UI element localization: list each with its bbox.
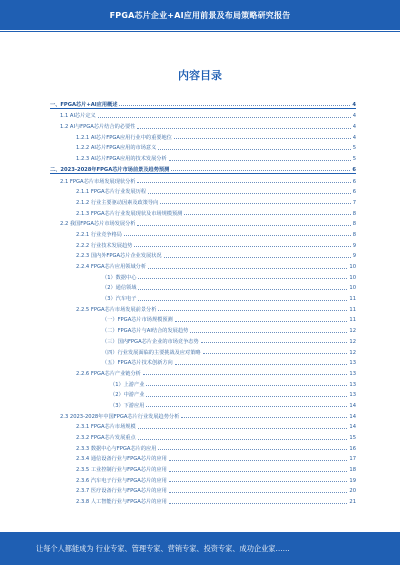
toc-entry-page: 16 bbox=[349, 445, 356, 452]
toc-leader-dots bbox=[138, 439, 348, 440]
header-divider bbox=[0, 31, 400, 32]
toc-entry-label: 1.2.3 AI芯片FPGA应用的技术发展分析 bbox=[76, 156, 167, 163]
toc-entry[interactable] bbox=[50, 323, 356, 334]
toc-entry-page: 10 bbox=[349, 264, 356, 270]
toc-entry-label: 2.2.6 FPGA芯片产业链分析 bbox=[76, 370, 141, 377]
toc-leader-dots bbox=[137, 128, 350, 129]
footer-slogan: 让每个人都能成为 行业专家、管理专家、营销专家、投资专家、成功企业家…… bbox=[36, 543, 290, 553]
toc-entry-label: 2.3.1 FPGA芯片市场规模 bbox=[76, 424, 136, 431]
toc-leader-dots bbox=[190, 332, 347, 333]
toc-entry-page: 21 bbox=[349, 499, 356, 506]
toc-leader-dots bbox=[146, 396, 347, 397]
toc-entry-label: 一、FPGA芯片+AI应用概述 bbox=[50, 101, 118, 108]
toc-leader-dots bbox=[169, 471, 348, 472]
toc-leader-dots bbox=[158, 449, 347, 450]
toc-entry-page: 4 bbox=[352, 101, 356, 108]
toc-entry[interactable] bbox=[50, 259, 356, 270]
toc-entry[interactable] bbox=[50, 217, 356, 228]
toc-entry[interactable] bbox=[50, 420, 356, 431]
toc-entry[interactable] bbox=[50, 281, 356, 292]
toc-entry-page: 14 bbox=[349, 424, 356, 431]
toc-entry-page: 13 bbox=[349, 392, 356, 399]
toc-leader-dots bbox=[171, 170, 350, 171]
toc-entry[interactable] bbox=[50, 366, 356, 377]
toc-leader-dots bbox=[134, 246, 350, 247]
toc-leader-dots bbox=[119, 105, 350, 106]
toc-entry[interactable] bbox=[50, 462, 356, 473]
page-header bbox=[0, 0, 400, 30]
toc-entry-label: （2）中游产业 bbox=[110, 392, 145, 399]
toc-entry[interactable] bbox=[50, 238, 356, 249]
toc-entry-label: （3）汽车电子 bbox=[102, 296, 137, 303]
toc-entry-page: 7 bbox=[352, 199, 356, 206]
toc-entry-page: 12 bbox=[349, 338, 356, 345]
toc-leader-dots bbox=[164, 257, 351, 258]
toc-entry[interactable] bbox=[50, 356, 356, 367]
toc-entry-label: 2.3.8 人工智能行业与FPGA芯片的应用 bbox=[76, 499, 167, 506]
toc-entry[interactable] bbox=[50, 97, 356, 109]
toc-leader-dots bbox=[148, 268, 347, 269]
toc-entry[interactable] bbox=[50, 484, 356, 495]
toc-leader-dots bbox=[138, 289, 347, 290]
toc-leader-dots bbox=[137, 182, 350, 183]
toc-leader-dots bbox=[138, 428, 348, 429]
toc-entry[interactable] bbox=[50, 345, 356, 356]
toc-entry[interactable] bbox=[50, 195, 356, 206]
toc-entry[interactable] bbox=[50, 162, 356, 174]
toc-entry-label: （四）行业发展面临的主要挑战及应对策略 bbox=[102, 349, 201, 356]
toc-entry[interactable] bbox=[50, 388, 356, 399]
toc-entry-label: 2.1.1 FPGA芯片行业发展历程 bbox=[76, 189, 147, 196]
toc-entry-page: 15 bbox=[349, 435, 356, 441]
toc-entry[interactable] bbox=[50, 227, 356, 238]
toc-entry-label: （3）下游应用 bbox=[110, 402, 145, 409]
toc-leader-dots bbox=[201, 342, 348, 343]
toc-leader-dots bbox=[169, 503, 348, 504]
toc-leader-dots bbox=[138, 300, 347, 301]
toc-entry[interactable] bbox=[50, 441, 356, 452]
toc-leader-dots bbox=[158, 310, 347, 311]
toc-leader-dots bbox=[169, 460, 348, 461]
toc-entry-page: 10 bbox=[349, 285, 356, 292]
toc-leader-dots bbox=[181, 417, 347, 418]
toc-entry-page: 9 bbox=[352, 242, 356, 249]
toc-entry-label: （五）FPGA芯片技术创新方向 bbox=[102, 360, 173, 367]
toc-entry[interactable] bbox=[50, 334, 356, 345]
toc-entry-page: 8 bbox=[352, 210, 356, 217]
toc-leader-dots bbox=[137, 225, 350, 226]
toc-entry[interactable] bbox=[50, 141, 356, 152]
toc-entry[interactable] bbox=[50, 377, 356, 388]
toc-entry-label: （2）通信领域 bbox=[102, 285, 137, 292]
toc-entry-page: 5 bbox=[352, 145, 356, 152]
toc-entry-label: 2.1 FPGA芯片市场发展现状分析 bbox=[60, 178, 136, 185]
toc-entry-page: 11 bbox=[349, 306, 356, 313]
toc-entry-page: 4 bbox=[352, 134, 356, 141]
toc-entry[interactable] bbox=[50, 151, 356, 162]
toc-leader-dots bbox=[175, 321, 348, 322]
toc-leader-dots bbox=[146, 385, 347, 386]
toc-entry-page: 4 bbox=[352, 124, 356, 131]
toc-leader-dots bbox=[175, 364, 348, 365]
toc-entry-label: 2.2.5 FPGA芯片市场发展前景分析 bbox=[76, 306, 157, 313]
page-footer bbox=[0, 532, 400, 565]
toc-entry-page: 13 bbox=[349, 370, 356, 377]
toc-entry[interactable] bbox=[50, 398, 356, 409]
header-title: FPGA芯片企业+AI应用前景及布局策略研究报告 bbox=[109, 10, 291, 20]
toc-entry-label: 2.2.1 行业竞争格局 bbox=[76, 231, 122, 238]
toc-entry[interactable] bbox=[50, 409, 356, 420]
toc-entry-label: 2.3.3 数据中心与FPGA芯片的应用 bbox=[76, 445, 157, 452]
toc-entry-page: 6 bbox=[352, 166, 356, 173]
toc-entry[interactable] bbox=[50, 291, 356, 302]
toc-entry-page: 10 bbox=[349, 274, 356, 281]
toc-entry-page: 6 bbox=[352, 189, 356, 196]
toc-leader-dots bbox=[146, 406, 347, 407]
toc-leader-dots bbox=[169, 481, 348, 482]
toc-title: 内容目录 bbox=[178, 69, 222, 82]
toc-entry-page: 9 bbox=[352, 253, 356, 260]
toc-entry-page: 8 bbox=[352, 221, 356, 228]
toc-entry-label: 2.3 2023-2028年中国FPGA芯片行业发展趋势分析 bbox=[60, 413, 180, 420]
toc-entry-label: 2.3.5 工业控制行业与FPGA芯片的应用 bbox=[76, 467, 167, 474]
toc-entry[interactable] bbox=[50, 130, 356, 141]
toc-leader-dots bbox=[169, 160, 351, 161]
toc-leader-dots bbox=[169, 492, 348, 493]
toc-leader-dots bbox=[174, 138, 351, 139]
toc-entry[interactable] bbox=[50, 109, 356, 120]
toc-leader-dots bbox=[160, 203, 350, 204]
toc-leader-dots bbox=[98, 117, 351, 118]
toc-leader-dots bbox=[143, 374, 348, 375]
toc-entry-page: 6 bbox=[352, 178, 356, 185]
toc-entry-page: 13 bbox=[349, 360, 356, 367]
toc-entry-page: 12 bbox=[349, 349, 356, 356]
toc-entry[interactable] bbox=[50, 473, 356, 484]
toc-entry-label: 2.1.3 FPGA芯片行业发展现状及市场规模预测 bbox=[76, 210, 183, 217]
toc-entry-page: 12 bbox=[349, 328, 356, 335]
toc-entry[interactable] bbox=[50, 119, 356, 130]
toc-entry-label: 2.3.6 汽车电子行业与FPGA芯片的应用 bbox=[76, 477, 167, 484]
toc-entry-label: 2.2.3 国内外FPGA芯片企业发展状况 bbox=[76, 253, 162, 260]
toc-entry-page: 13 bbox=[349, 381, 356, 388]
toc-leader-dots bbox=[203, 353, 348, 354]
toc-entry-page: 14 bbox=[349, 402, 356, 409]
toc-leader-dots bbox=[124, 235, 351, 236]
toc-entry-label: （一）FPGA芯片市场规模预测 bbox=[102, 317, 173, 324]
toc-entry[interactable] bbox=[50, 494, 356, 505]
toc-entry[interactable] bbox=[50, 430, 356, 441]
toc-entry[interactable] bbox=[50, 206, 356, 217]
toc-entry-page: 4 bbox=[352, 113, 356, 120]
toc-entry-label: （1）数据中心 bbox=[102, 274, 137, 281]
toc-entry-page: 17 bbox=[349, 456, 356, 463]
table-of-contents bbox=[50, 97, 356, 505]
toc-entry-page: 18 bbox=[349, 467, 356, 474]
toc-entry-page: 8 bbox=[352, 231, 356, 238]
toc-entry-page: 5 bbox=[352, 156, 356, 163]
toc-entry-label: 2.3.2 FPGA芯片发展重点 bbox=[76, 435, 136, 441]
toc-entry-label: 2.3.4 通信设备行业与FPGA芯片的应用 bbox=[76, 456, 167, 463]
toc-leader-dots bbox=[138, 278, 347, 279]
toc-entry-label: 1.2.2 AI芯片FPGA应用的市场意义 bbox=[76, 145, 157, 152]
toc-entry-page: 19 bbox=[349, 477, 356, 484]
toc-entry[interactable] bbox=[50, 174, 356, 185]
toc-entry-label: 2.2.2 行业技术发展趋势 bbox=[76, 242, 133, 249]
toc-entry-page: 11 bbox=[349, 296, 356, 303]
toc-entry-label: 1.2.1 AI芯片FPGA应用行业中的重要地位 bbox=[76, 134, 172, 141]
toc-entry-label: 2.1.2 行业主要驱动因素及政策导向 bbox=[76, 199, 159, 206]
toc-entry-label: 1.1 AI芯片定义 bbox=[60, 113, 96, 120]
toc-entry-label: （1）上游产业 bbox=[110, 381, 145, 388]
toc-entry-label: 2.2.4 FPGA芯片应用领域分析 bbox=[76, 264, 147, 270]
toc-leader-dots bbox=[148, 193, 351, 194]
toc-entry[interactable] bbox=[50, 249, 356, 260]
toc-entry-label: （二）FPGA芯片与AI结合的发展趋势 bbox=[102, 328, 189, 335]
toc-entry-label: 2.3.7 医疗设备行业与FPGA芯片的应用 bbox=[76, 488, 167, 495]
toc-leader-dots bbox=[158, 149, 350, 150]
toc-entry-label: 1.2 AI与FPGA芯片结合的必要性 bbox=[60, 124, 136, 131]
toc-entry-label: （三）国内FPGA芯片企业的市场竞争态势 bbox=[102, 338, 199, 345]
toc-leader-dots bbox=[184, 214, 350, 215]
toc-entry[interactable] bbox=[50, 452, 356, 463]
toc-entry-page: 11 bbox=[349, 317, 356, 324]
toc-entry[interactable] bbox=[50, 302, 356, 313]
toc-entry-label: 二、2023-2028年FPGA芯片市场前景及趋势预测 bbox=[50, 166, 170, 173]
toc-entry[interactable] bbox=[50, 185, 356, 196]
toc-entry-page: 20 bbox=[349, 488, 356, 495]
toc-entry[interactable] bbox=[50, 313, 356, 324]
toc-entry-page: 14 bbox=[349, 413, 356, 420]
toc-entry[interactable] bbox=[50, 270, 356, 281]
toc-entry-label: 2.2 我国FPGA芯片市场发展分析 bbox=[60, 221, 136, 228]
